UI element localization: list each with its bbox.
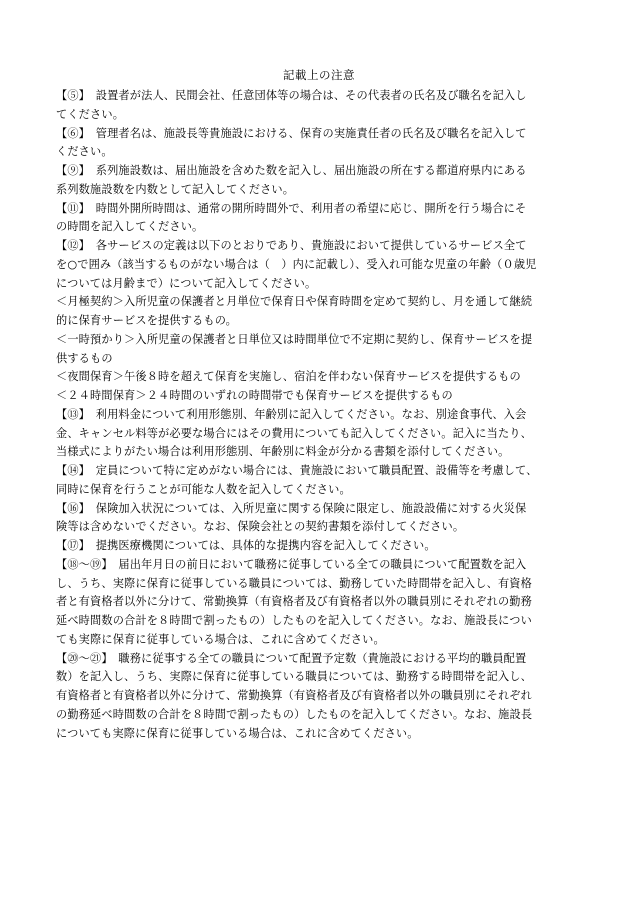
note-line: 数）を記入し、うち、実際に保育に従事している職員については、勤務する時間帯を記入し、 [56, 670, 532, 684]
note-line: 的に保育サービスを提供するもの。 [56, 314, 237, 327]
note-line: てください。 [56, 107, 125, 121]
note-line: 【⑫】 各サービスの定義は以下のとおりであり、貴施設において提供しているサービス全て [56, 239, 527, 252]
note-line: し、うち、実際に保育に従事している職員については、勤務していた時間帯を記入し、有資格 [56, 576, 532, 590]
note-line: については月齢まで）について記入してください。 [56, 276, 317, 290]
note-line: ＜２４時間保育＞２４時間のいずれの時間帯でも保育サービスを提供するもの [56, 389, 453, 402]
note-line: についても実際に保育に従事している場合は、これに含めてください。 [56, 726, 419, 740]
note-line: 者と有資格者以外に分けて、常勤換算（有資格者及び有資格者以外の職員別にそれぞれの勤務 [56, 595, 532, 609]
note-line: 【⑬】 利用料金について利用形態別、年齢別に記入してください。なお、別途食事代、入会 [56, 407, 527, 421]
note-line: の時間を記入してください。 [56, 220, 204, 234]
page-title: 記載上の注意 [283, 68, 355, 82]
note-line: の勤務延べ時間数の合計を８時間で割ったもの）したものを記入してください。なお、施設長 [56, 707, 533, 721]
note-line: 【⑱～⑲】 届出年月日の前日において職務に従事している全ての職員について配置数を記入 [56, 557, 527, 571]
note-line: 険等は含めないでください。なお、保険会社との契約書類を添付してください。 [56, 520, 465, 534]
note-line: ＜月極契約＞入所児童の保護者と月単位で保育日や保育時間を定めて契約し、月を通して継続 [56, 295, 533, 309]
note-line: 【⑪】 時間外開所時間は、通常の開所時間外で、利用者の希望に応じ、開所を行う場合にそ [56, 201, 527, 215]
note-line: 金、キャンセル料等が必要な場合にはその費用についても記入してください。記入に当たり、 [56, 426, 532, 440]
note-line: 同時に保育を行うことが可能な人数を記入してください。 [56, 482, 351, 496]
note-line: 系列数施設数を内数として記入してください。 [56, 182, 295, 196]
note-line: 【⑳～㉑】 職務に従事する全ての職員について配置予定数（貴施設における平均的職員配置 [56, 651, 527, 665]
note-line: ても実際に保育に従事している場合は、これに含めてください。 [56, 632, 385, 646]
note-line: ＜一時預かり＞入所児童の保護者と日単位又は時間単位で不定期に契約し、保育サービスを提 [56, 332, 533, 346]
note-line: ＜夜間保育＞午後８時を超えて保育を実施し、宿泊を伴わない保育サービスを提供するもの [56, 370, 521, 384]
note-line: 【⑭】 定員について特に定めがない場合には、貴施設において職員配置、設備等を考慮して、 [56, 464, 538, 477]
note-line: ください。 [56, 145, 113, 159]
note-line: 【⑯】 保険加入状況については、入所児童に関する保険に限定し、施設設備に対する火災保 [56, 501, 527, 515]
note-line: を○で囲み（該当するものがない場合は（ ）内に記載し）、受入れ可能な児童の年齢（０歳児 [56, 257, 537, 271]
note-line: 【⑰】 提携医療機関については、具体的な提携内容を記入してください。 [56, 539, 436, 552]
note-line: 当様式によりがたい場合は利用形態別、年齢別に料金が分かる書類を添付してください。 [56, 445, 510, 459]
note-line: 延べ時間数の合計を８時間で割ったもの）したものを記入してください。なお、施設長につい [56, 614, 532, 627]
notes-body [56, 87, 582, 743]
note-line: 【⑤】 設置者が法人、民間会社、任意団体等の場合は、その代表者の氏名及び職名を記入し [56, 89, 527, 102]
note-line: 【⑥】 管理者名は、施設長等貴施設における、保育の実施責任者の氏名及び職名を記入して [56, 126, 527, 140]
note-line: 供するもの [56, 351, 113, 365]
note-line: 【⑨】 系列施設数は、届出施設を含めた数を記入し、届出施設の所在する都道府県内にある [56, 164, 527, 177]
note-line: 有資格者と有資格者以外に分けて、常勤換算（有資格者及び有資格者以外の職員別にそれぞれ [56, 689, 532, 702]
